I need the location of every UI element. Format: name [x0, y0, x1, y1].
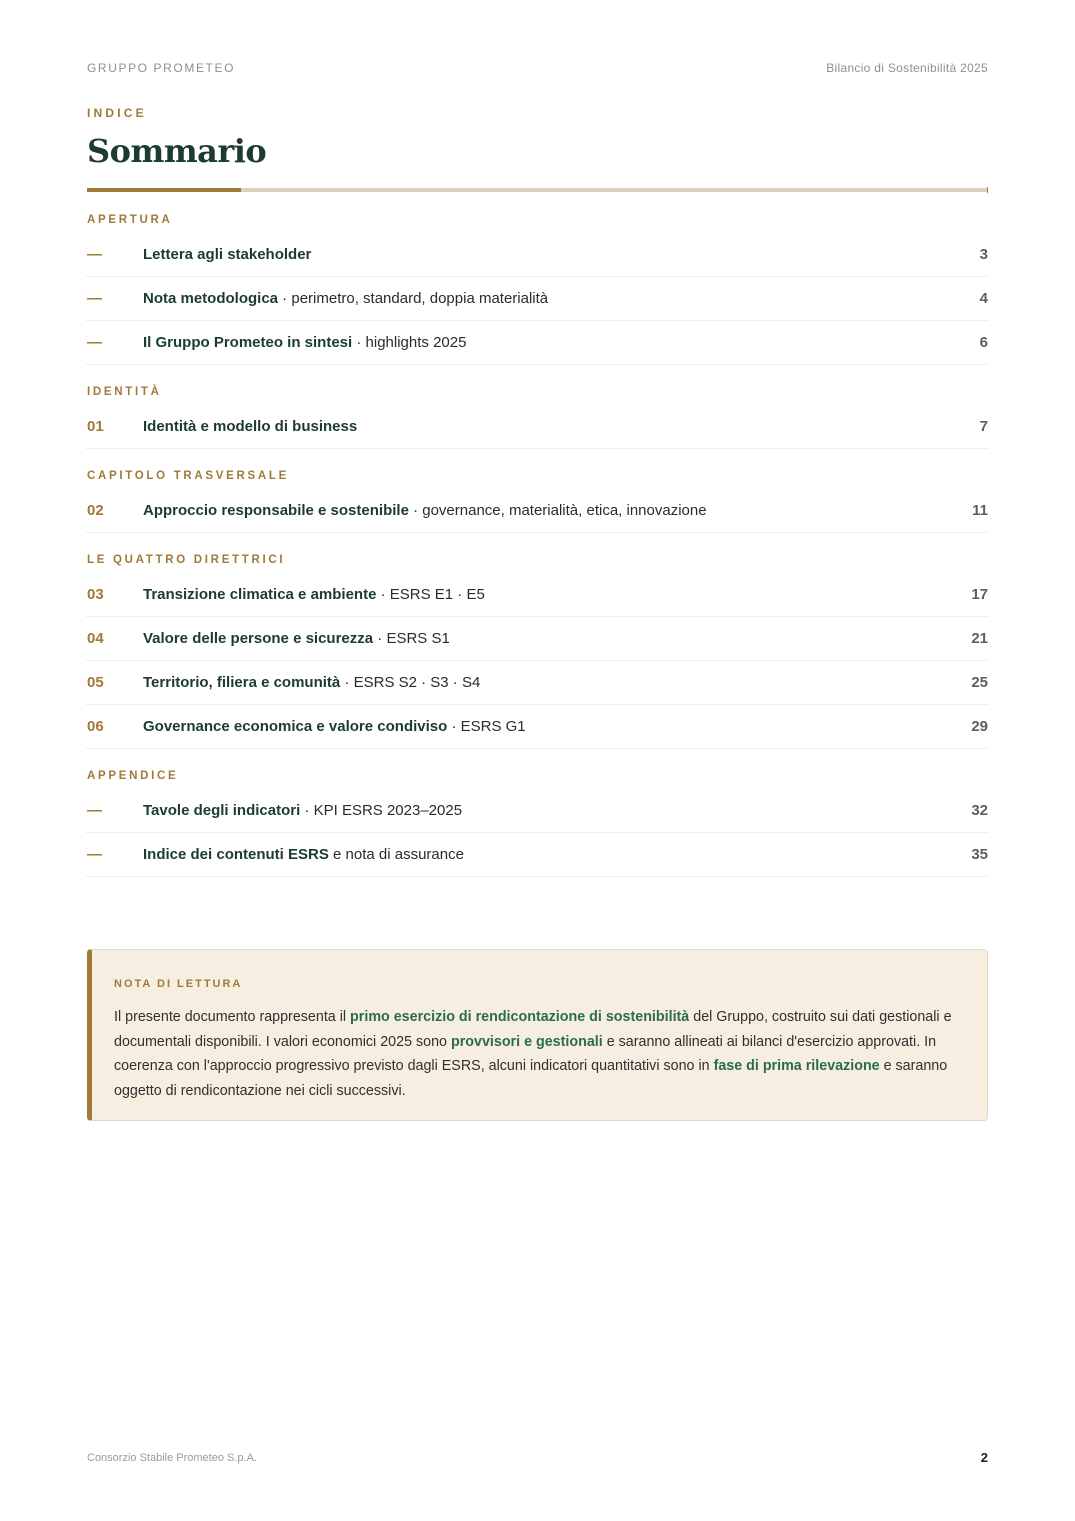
- toc-entry[interactable]: [87, 573, 988, 617]
- toc-entry-title: Tavole degli indicatori: [143, 802, 301, 819]
- toc-section-label: IDENTITÀ: [87, 386, 162, 398]
- toc-section-label: APPENDICE: [87, 770, 179, 782]
- toc-entry-text: [143, 418, 948, 435]
- footer-company: Consorzio Stabile Prometeo S.p.A.: [87, 1451, 257, 1464]
- toc-entry-title: Valore delle persone e sicurezza: [143, 630, 374, 647]
- toc-entry-marker: —: [87, 802, 102, 819]
- toc-entry-text: [143, 846, 948, 863]
- toc-entry-title: Identità e modello di business: [143, 418, 358, 435]
- toc-entry-marker: —: [87, 290, 102, 307]
- toc-entry[interactable]: [87, 233, 988, 277]
- toc-section-label: APERTURA: [87, 214, 173, 226]
- page-footer: [87, 1450, 988, 1465]
- toc-entry-page: 35: [971, 846, 988, 863]
- toc-entry[interactable]: [87, 661, 988, 705]
- toc-entry[interactable]: [87, 617, 988, 661]
- toc-entry-page: 29: [971, 718, 988, 735]
- toc-entry-page: 32: [971, 802, 988, 819]
- toc-entry-page: 7: [979, 418, 988, 435]
- running-header: [87, 61, 988, 75]
- toc-entry-page: 21: [971, 630, 988, 647]
- toc-entry-marker: 05: [87, 674, 104, 691]
- toc-entry-marker: —: [87, 334, 102, 351]
- toc-entry-detail: e nota di assurance: [328, 846, 464, 863]
- toc-entry[interactable]: [87, 789, 988, 833]
- toc-entry-title: Nota metodologica: [143, 290, 279, 307]
- document-title: Bilancio di Sostenibilità 2025: [826, 61, 988, 75]
- toc-entry[interactable]: [87, 405, 988, 449]
- toc-entry-detail: · ESRS E1 · E5: [376, 586, 485, 603]
- toc-entry-marker: —: [87, 246, 102, 263]
- toc-entry-marker: 04: [87, 630, 104, 647]
- toc-entry-detail: · ESRS S1: [373, 630, 450, 647]
- note-highlight: provvisori e gestionali: [450, 1033, 603, 1050]
- reading-note-label: NOTA DI LETTURA: [114, 978, 243, 990]
- page: [87, 0, 988, 1521]
- toc-section: [87, 553, 988, 749]
- toc-entry[interactable]: [87, 833, 988, 877]
- toc-entry-page: 11: [972, 502, 988, 519]
- toc-entry-text: [143, 674, 948, 691]
- toc-entry-title: Governance economica e valore condiviso: [143, 718, 448, 735]
- toc-entry-text: [143, 246, 948, 263]
- toc-entry-detail: · highlights 2025: [352, 334, 467, 351]
- toc-entry[interactable]: [87, 277, 988, 321]
- toc-entry-marker: 06: [87, 718, 104, 735]
- toc-entry-marker: —: [87, 846, 102, 863]
- toc-entry[interactable]: [87, 321, 988, 365]
- page-number: 2: [980, 1450, 988, 1465]
- title-rule-accent: [87, 188, 241, 192]
- toc-entry-detail: · ESRS S2 · S3 · S4: [340, 674, 481, 691]
- toc-entry-marker: 01: [87, 418, 104, 435]
- page-title: Sommario: [87, 132, 267, 170]
- toc-entry-text: [143, 586, 948, 603]
- toc-entry-title: Approccio responsabile e sostenibile: [143, 502, 409, 519]
- note-text: Il presente documento rappresenta il: [114, 1009, 351, 1025]
- section-kicker: INDICE: [87, 106, 147, 120]
- toc-section: [87, 385, 988, 449]
- toc-entry-title: Lettera agli stakeholder: [143, 246, 312, 263]
- toc-entry-page: 6: [979, 334, 988, 351]
- toc-entry-detail: · KPI ESRS 2023–2025: [300, 802, 463, 819]
- toc-section-label: CAPITOLO TRASVERSALE: [87, 470, 290, 482]
- reading-note-body: [114, 1005, 963, 1103]
- note-highlight: primo esercizio di rendicontazione di sostenibilità: [350, 1009, 690, 1025]
- toc-section: [87, 213, 988, 365]
- toc-section-label: LE QUATTRO DIRETTRICI: [87, 554, 286, 566]
- toc-entry-text: [143, 334, 948, 351]
- toc-section: [87, 469, 988, 533]
- toc-entry-marker: 03: [87, 586, 104, 603]
- toc-entry-title: Indice dei contenuti ESRS: [143, 846, 329, 863]
- toc-entry-text: [143, 630, 948, 647]
- note-highlight: fase di prima rilevazione: [713, 1058, 880, 1074]
- note-text: del Gruppo, costruito sui dati gestionali e documentali disponibili. I valori economici 2025 sono: [114, 1009, 952, 1050]
- toc-entry-page: 17: [971, 586, 988, 603]
- toc-entry-detail: · perimetro, standard, doppia materialità: [278, 290, 549, 307]
- toc-entry-text: [143, 802, 948, 819]
- reading-note: [87, 949, 988, 1121]
- toc-entry-detail: · governance, materialità, etica, innovazione: [408, 502, 707, 519]
- note-text: e saranno oggetto di rendicontazione nei cicli successivi.: [114, 1058, 948, 1099]
- table-of-contents: [87, 213, 988, 897]
- toc-entry-text: [143, 502, 948, 519]
- toc-entry-detail: · ESRS G1: [447, 718, 526, 735]
- toc-entry-text: [143, 718, 948, 735]
- note-text: e saranno allineati ai bilanci d'esercizio approvati. In coerenza con l'approccio progressivo previsto dagli ESRS, alcuni indicatori quantitativi sono in: [114, 1033, 937, 1074]
- toc-entry[interactable]: [87, 489, 988, 533]
- toc-entry-marker: 02: [87, 502, 104, 519]
- toc-entry[interactable]: [87, 705, 988, 749]
- title-rule: [87, 188, 988, 192]
- brand-name: GRUPPO PROMETEO: [87, 61, 236, 75]
- title-rule-end: [987, 187, 988, 193]
- toc-section: [87, 769, 988, 877]
- toc-entry-title: Territorio, filiera e comunità: [143, 674, 341, 691]
- toc-entry-page: 3: [979, 246, 988, 263]
- toc-entry-page: 4: [979, 290, 988, 307]
- toc-entry-title: Transizione climatica e ambiente: [143, 586, 377, 603]
- toc-entry-title: Il Gruppo Prometeo in sintesi: [143, 334, 353, 351]
- toc-entry-text: [143, 290, 948, 307]
- toc-entry-page: 25: [971, 674, 988, 691]
